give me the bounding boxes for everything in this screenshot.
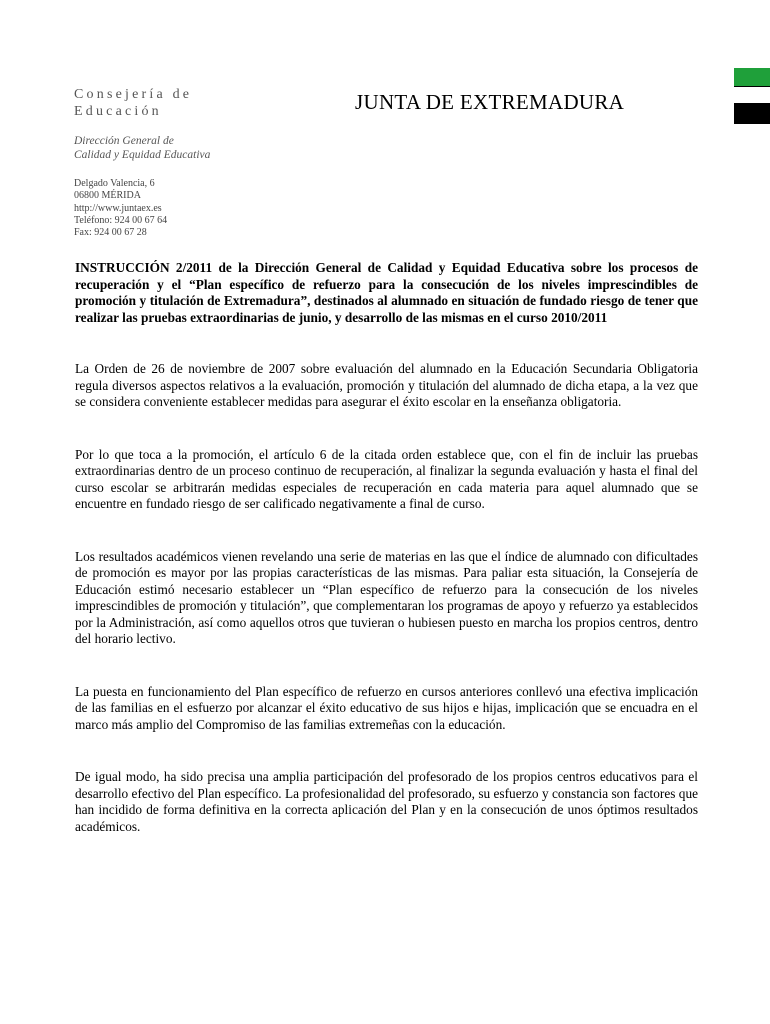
address-block <box>74 178 167 239</box>
letterhead <box>74 86 674 246</box>
paragraph: Por lo que toca a la promoción, el artículo 6 de la citada orden establece que, con el fin de incluir las pruebas extraordinarias dentro de un proceso continuo de recuperación, al finalizar la segunda evaluación y hasta el final del curso escolar se arbitrarán medidas especiales de recuperación en cada materia para aquel alumnado que se encuentre en fundado riesgo de ser calificado negativamente a final de curso. <box>75 446 698 511</box>
flag-white-band <box>734 86 770 104</box>
flag-green-band <box>734 68 770 86</box>
paragraph: Los resultados académicos vienen revelando una serie de materias en las que el índice de alumnado con dificultades de promoción es mayor por las propias características de las mismas. Para paliar esta situación, la Consejería de Educación estimó necesario establecer un “Plan específico de refuerzo para la consecución de los niveles imprescindibles de promoción y titulación”, que complementaran los programas de apoyo y refuerzo ya establecidos por la Administración, así como aquellos otros que tuvieran o hubiesen puesto en marcha los propios centros, dentro del horario lectivo. <box>75 548 698 646</box>
address-phone: Teléfono: 924 00 67 64 <box>74 214 168 226</box>
flag-black-band <box>734 104 770 124</box>
address-street: Delgado Valencia, 6 <box>74 178 155 189</box>
paragraph: La puesta en funcionamiento del Plan específico de refuerzo en cursos anteriores conllevó una efectiva implicación de las familias en el esfuerzo por alcanzar el éxito educativo de sus hijos e hijas, implicación que se encuadra en el marco más amplio del Compromiso de las familias extremeñas con la educación. <box>75 683 698 732</box>
document-body <box>75 260 698 871</box>
address-website: http://www.juntaex.es <box>74 202 162 214</box>
document-title: INSTRUCCIÓN 2/2011 de la Dirección General de Calidad y Equidad Educativa sobre los procesos de recuperación y el “Plan específico de refuerzo para la consecución de los niveles imprescindibles de promoción y titulación de Extremadura”, destinados al alumnado en situación de fundado riesgo de tener que realizar las pruebas extraordinarias de junio, y desarrollo de las mismas en el curso 2010/2011 <box>75 260 698 325</box>
directorate-line: Calidad y Equidad Educativa <box>74 149 211 161</box>
department-name: Consejería de Educación <box>74 87 193 119</box>
directorate-name <box>74 134 210 162</box>
paragraph: De igual modo, ha sido precisa una amplia participación del profesorado de los propios centros educativos para el desarrollo efectivo del Plan específico. La profesionalidad del profesorado, su esfuerzo y constancia son factores que han incidido de forma definitiva en la correcta aplicación del Plan y en la consecución de unos óptimos resultados académicos. <box>75 769 698 834</box>
address-fax: Fax: 924 00 67 28 <box>74 227 147 239</box>
organization-name: JUNTA DE EXTREMADURA <box>355 90 625 114</box>
directorate-line: Dirección General de <box>74 135 174 147</box>
address-city: 06800 MÉRIDA <box>74 190 141 202</box>
paragraph: La Orden de 26 de noviembre de 2007 sobre evaluación del alumnado en la Educación Secundaria Obligatoria regula diversos aspectos relativos a la evaluación, promoción y titulación del alumnado de dicha etapa, a la vez que se considera conveniente establecer medidas para asegurar el éxito escolar en la enseñanza obligatoria. <box>75 361 698 409</box>
extremadura-flag-icon <box>734 68 770 124</box>
